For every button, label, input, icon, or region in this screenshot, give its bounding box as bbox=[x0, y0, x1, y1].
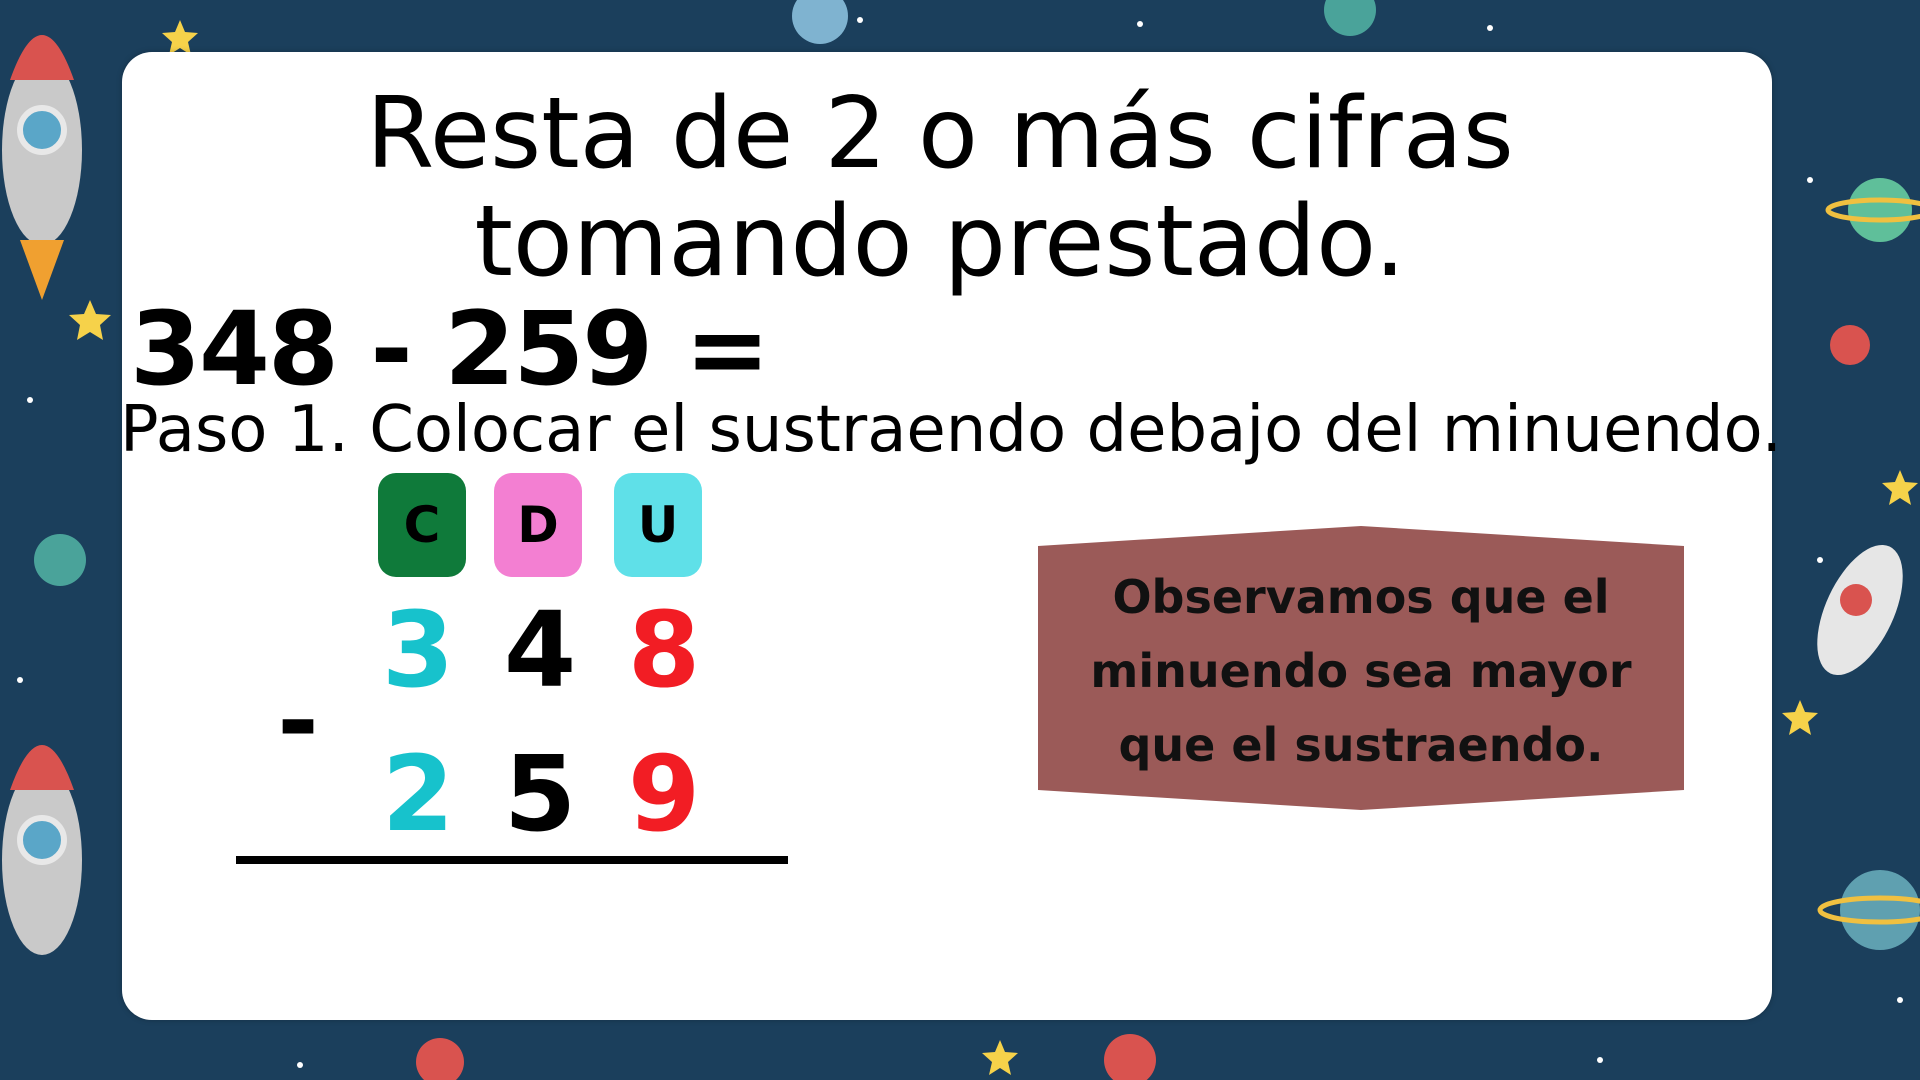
subtrahend-digit-decenas: 5 bbox=[503, 733, 577, 855]
callout-line-3: que el sustraendo. bbox=[1118, 718, 1604, 772]
planet-icon bbox=[34, 534, 86, 586]
column-header-decenas bbox=[494, 473, 582, 577]
equation: 348 - 259 = bbox=[130, 290, 769, 409]
column-header-centenas bbox=[378, 473, 466, 577]
column-header-label: D bbox=[517, 496, 559, 554]
title-line-2: tomando prestado. bbox=[474, 185, 1406, 299]
minuend-digit-centenas: 3 bbox=[381, 589, 455, 711]
minuend-digit-unidades: 8 bbox=[627, 589, 701, 711]
callout-box bbox=[1038, 526, 1684, 810]
planet-icon bbox=[1830, 325, 1870, 365]
result-line bbox=[236, 856, 788, 864]
slide-title bbox=[240, 77, 1640, 299]
title-line-1: Resta de 2 o más cifras bbox=[366, 77, 1514, 191]
step-instruction: Paso 1. Colocar el sustraendo debajo del minuendo. bbox=[120, 393, 1782, 467]
column-header-label: C bbox=[403, 496, 441, 554]
callout-line-1: Observamos que el bbox=[1112, 570, 1610, 624]
subtrahend-digit-centenas: 2 bbox=[381, 733, 455, 855]
column-header-unidades bbox=[614, 473, 702, 577]
callout-text bbox=[1038, 560, 1684, 782]
callout-line-2: minuendo sea mayor bbox=[1090, 644, 1632, 698]
column-header-label: U bbox=[637, 496, 679, 554]
minuend-digit-decenas: 4 bbox=[503, 589, 577, 711]
minus-sign: - bbox=[277, 662, 319, 779]
subtrahend-digit-unidades: 9 bbox=[627, 733, 701, 855]
